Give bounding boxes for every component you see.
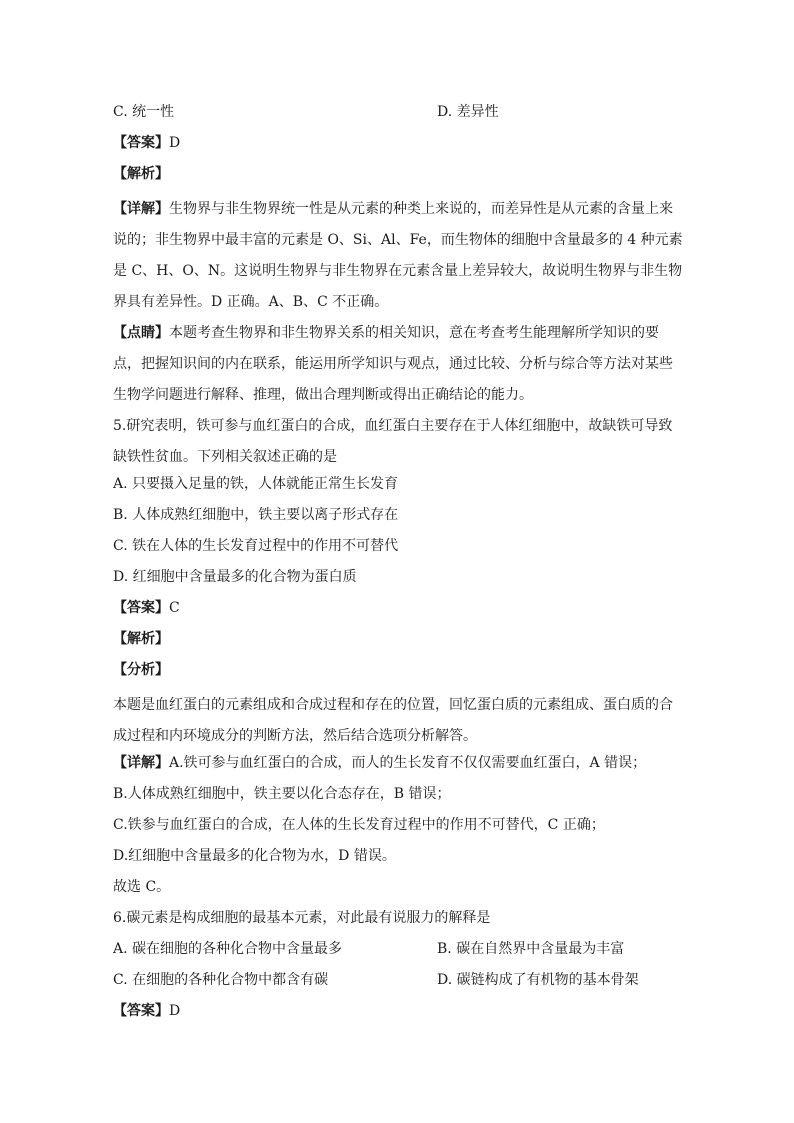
q6-option-d: D. 碳链构成了有机物的基本骨架 <box>437 972 639 988</box>
q5-answer <box>113 597 685 628</box>
q5-option-c: C. 铁在人体的生长发育过程中的作用不可替代 <box>113 538 399 554</box>
q5-detail-a <box>113 752 685 783</box>
analysis-tag: 【解析】 <box>113 631 169 647</box>
q6-answer <box>113 1000 685 1031</box>
analysis-tag: 【解析】 <box>113 166 169 182</box>
answer-value: C <box>169 600 180 616</box>
answer-value: D <box>169 135 181 151</box>
q5-option-a: A. 只要摄入足量的铁，人体就能正常生长发育 <box>113 476 399 492</box>
analyze-tag: 【分析】 <box>113 662 169 678</box>
document-page <box>113 101 685 1031</box>
detail-a-text: A.铁可参与血红蛋白的合成，而人的生长发育不仅仅需要血红蛋白，A 错误； <box>169 755 647 771</box>
q4-analysis-heading <box>113 163 685 194</box>
q4-option-d: D. 差异性 <box>437 104 499 120</box>
q5-option-b: B. 人体成熟红细胞中，铁主要以离子形式存在 <box>113 507 399 523</box>
q4-answer <box>113 132 685 163</box>
answer-tag: 【答案】 <box>113 600 169 616</box>
q5-analyze-heading <box>113 659 685 690</box>
q4-option-c: C. 统一性 <box>113 104 175 120</box>
point-text: 本题考查生物界和非生物界关系的相关知识，意在考查考生能理解所学知识的要点，把握知识间的内在联系，能运用所学知识与观点，通过比较、分析与综合等方法对某些生物学问题进行解释、推理，做出合理判断或得出正确结论的能力。 <box>113 325 673 403</box>
q4-options-cd <box>113 101 685 132</box>
q6-options-cd <box>113 969 685 1000</box>
q6-options-ab <box>113 938 685 969</box>
detail-tag: 【详解】 <box>113 755 169 771</box>
point-tag: 【点睛】 <box>113 325 169 341</box>
q5-analysis-heading <box>113 628 685 659</box>
answer-tag: 【答案】 <box>113 1003 169 1019</box>
answer-tag: 【答案】 <box>113 135 169 151</box>
q5-stem: 5.研究表明，铁可参与血红蛋白的合成，血红蛋白主要存在于人体红细胞中，故缺铁可导致缺铁性贫血。下列相关叙述正确的是 <box>113 418 673 465</box>
q4-point <box>113 318 685 411</box>
q5-option-d: D. 红细胞中含量最多的化合物为蛋白质 <box>113 569 357 585</box>
q6-option-a: A. 碳在细胞的各种化合物中含量最多 <box>113 941 343 957</box>
q5-conclusion: 故选 C。 <box>113 879 171 895</box>
answer-value: D <box>169 1003 181 1019</box>
q4-detail <box>113 194 685 318</box>
q5-detail-d: D.红细胞中含量最多的化合物为水，D 错误。 <box>113 848 396 864</box>
q6-stem: 6.碳元素是构成细胞的最基本元素，对此最有说服力的解释是 <box>113 910 491 926</box>
q6-option-b: B. 碳在自然界中含量最为丰富 <box>437 941 625 957</box>
q5-analyze-text: 本题是血红蛋白的元素组成和合成过程和存在的位置，回忆蛋白质的元素组成、蛋白质的合成过程和内环境成分的判断方法，然后结合选项分析解答。 <box>113 697 673 744</box>
q6-option-c: C. 在细胞的各种化合物中都含有碳 <box>113 972 329 988</box>
q5-detail-c: C.铁参与血红蛋白的合成，在人体的生长发育过程中的作用不可替代，C 正确； <box>113 817 605 833</box>
detail-text: 生物界与非生物界统一性是从元素的种类上来说的，而差异性是从元素的含量上来说的；非生物界中最丰富的元素是 O、Si、Al、Fe，而生物体的细胞中含量最多的 4 种元素是 C、H、O、N。这说明生物界与非生物界在元素含量上差异较大，故说明生物界与非生物界具有差异性。D 正确。A、B、C 不正确。 <box>113 201 683 310</box>
q5-detail-b: B.人体成熟红细胞中，铁主要以化合态存在，B 错误； <box>113 786 451 802</box>
detail-tag: 【详解】 <box>113 201 169 217</box>
